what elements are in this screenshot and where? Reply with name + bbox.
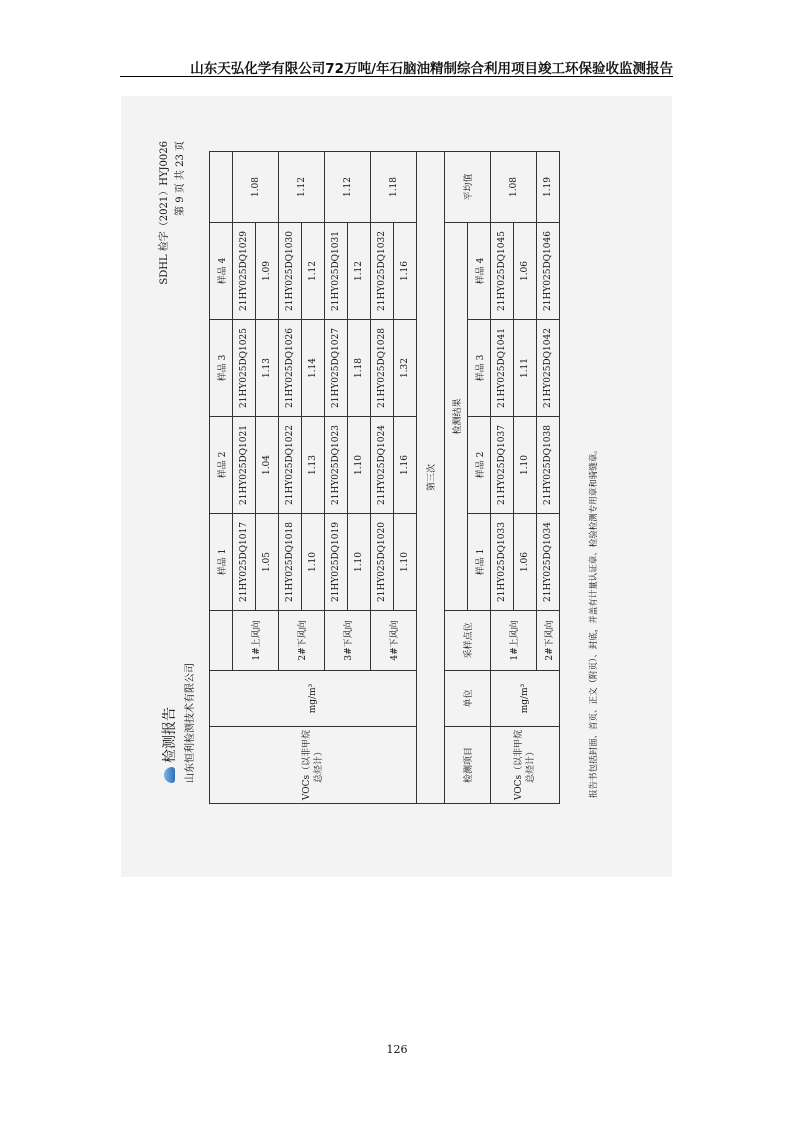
sample-id-cell: 21HY025DQ1046	[537, 223, 560, 320]
sample-id-cell: 21HY025DQ1025	[233, 320, 256, 417]
value-cell: 1.13	[256, 320, 279, 417]
company-logo-icon	[164, 767, 175, 783]
sample-id-cell: 21HY025DQ1017	[233, 514, 256, 611]
value-cell: 1.12	[348, 223, 371, 320]
sample-id-cell: 21HY025DQ1030	[279, 223, 302, 320]
sample-id-cell: 21HY025DQ1021	[233, 417, 256, 514]
value-cell: 1.13	[302, 417, 325, 514]
value-cell: 1.16	[394, 417, 417, 514]
results-table	[209, 151, 560, 804]
header-divider	[120, 76, 673, 77]
average-cell: 1.12	[279, 152, 325, 223]
table2-location-header: 采样点位	[445, 611, 491, 671]
sample-id-cell: 21HY025DQ1038	[537, 417, 560, 514]
sample-id-cell: 21HY025DQ1042	[537, 320, 560, 417]
sample-id-cell: 21HY025DQ1018	[279, 514, 302, 611]
table2-sample-header: 样品 3	[468, 320, 491, 417]
value-cell: 1.18	[348, 320, 371, 417]
sample-id-cell: 21HY025DQ1023	[325, 417, 348, 514]
table1-col-header: 样品 4	[210, 223, 233, 320]
value-cell: 1.11	[514, 320, 537, 417]
report-logo-text: 检测报告	[162, 707, 178, 763]
value-cell: 1.10	[514, 417, 537, 514]
table1-col-header: 样品 2	[210, 417, 233, 514]
table2-sample-header: 样品 2	[468, 417, 491, 514]
document-header-title: 山东天弘化学有限公司72万吨/年石脑油精制综合利用项目竣工环保验收监测报告	[190, 61, 673, 77]
table-row	[491, 152, 514, 804]
testing-company-name: 山东恒利检测技术有限公司	[185, 663, 196, 783]
location-cell: 4#下风向	[371, 611, 417, 671]
value-cell: 1.10	[348, 417, 371, 514]
sample-id-cell: 21HY025DQ1032	[371, 223, 394, 320]
sample-id-cell: 21HY025DQ1034	[537, 514, 560, 611]
rotated-report-content	[121, 96, 672, 877]
average-cell: 1.08	[491, 152, 537, 223]
page-number: 126	[386, 1043, 408, 1056]
sample-id-cell: 21HY025DQ1026	[279, 320, 302, 417]
sample-id-cell: 21HY025DQ1022	[279, 417, 302, 514]
value-cell: 1.32	[394, 320, 417, 417]
location-cell: 2#下风向	[279, 611, 325, 671]
table2-unit-cell: mg/m³	[491, 671, 560, 727]
table2-header-row	[445, 152, 468, 804]
value-cell: 1.16	[394, 223, 417, 320]
section-row	[417, 152, 445, 804]
sample-id-cell: 21HY025DQ1045	[491, 223, 514, 320]
value-cell: 1.05	[256, 514, 279, 611]
table1-col-header: 样品 1	[210, 514, 233, 611]
average-cell: 1.18	[371, 152, 417, 223]
table2-sample-header: 样品 1	[468, 514, 491, 611]
table1-col-header: 样品 3	[210, 320, 233, 417]
report-number: SDHL 检字（2021）HYJ0026	[159, 141, 170, 285]
table2-item-header: 检测项目	[445, 727, 491, 804]
value-cell: 1.10	[394, 514, 417, 611]
location-cell: 2#下风向	[537, 611, 560, 671]
table2-unit-header: 单位	[445, 671, 491, 727]
value-cell: 1.12	[302, 223, 325, 320]
sample-id-cell: 21HY025DQ1031	[325, 223, 348, 320]
sample-id-cell: 21HY025DQ1027	[325, 320, 348, 417]
report-footnote: 报告书包括封面、首页、正文（附页）、封底，并盖有计量认证章、检验检测专用章和骑缝章。	[589, 445, 599, 798]
value-cell: 1.10	[302, 514, 325, 611]
value-cell: 1.09	[256, 223, 279, 320]
table2-item-cell: VOCs（以非甲烷总烃计）	[491, 727, 560, 804]
scanned-report-page	[121, 96, 672, 877]
location-cell: 3#下风向	[325, 611, 371, 671]
sample-id-cell: 21HY025DQ1028	[371, 320, 394, 417]
value-cell: 1.06	[514, 223, 537, 320]
table2-sample-header: 样品 4	[468, 223, 491, 320]
sample-id-cell: 21HY025DQ1041	[491, 320, 514, 417]
value-cell: 1.10	[348, 514, 371, 611]
table2-avg-header: 平均值	[445, 152, 491, 223]
value-cell: 1.06	[514, 514, 537, 611]
value-cell: 1.04	[256, 417, 279, 514]
table1-avg-header	[210, 152, 233, 223]
sample-id-cell: 21HY025DQ1033	[491, 514, 514, 611]
table2-results-header: 检测结果	[445, 223, 468, 611]
value-cell: 1.14	[302, 320, 325, 417]
report-page-indicator: 第 9 页 共 23 页	[175, 141, 186, 216]
average-cell: 1.19	[537, 152, 560, 223]
sample-id-cell: 21HY025DQ1037	[491, 417, 514, 514]
report-logo	[159, 707, 179, 783]
table1-location-header	[210, 611, 233, 671]
sample-id-cell: 21HY025DQ1019	[325, 514, 348, 611]
sample-id-cell: 21HY025DQ1020	[371, 514, 394, 611]
location-cell: 1#上风向	[491, 611, 537, 671]
average-cell: 1.12	[325, 152, 371, 223]
table1-unit-cell: mg/m³	[210, 671, 417, 727]
section-label: 第三次	[417, 152, 445, 804]
average-cell: 1.08	[233, 152, 279, 223]
location-cell: 1#上风向	[233, 611, 279, 671]
sample-id-cell: 21HY025DQ1029	[233, 223, 256, 320]
table1-header-row	[210, 152, 233, 804]
sample-id-cell: 21HY025DQ1024	[371, 417, 394, 514]
table1-item-cell: VOCs（以非甲烷总烃计）	[210, 727, 417, 804]
